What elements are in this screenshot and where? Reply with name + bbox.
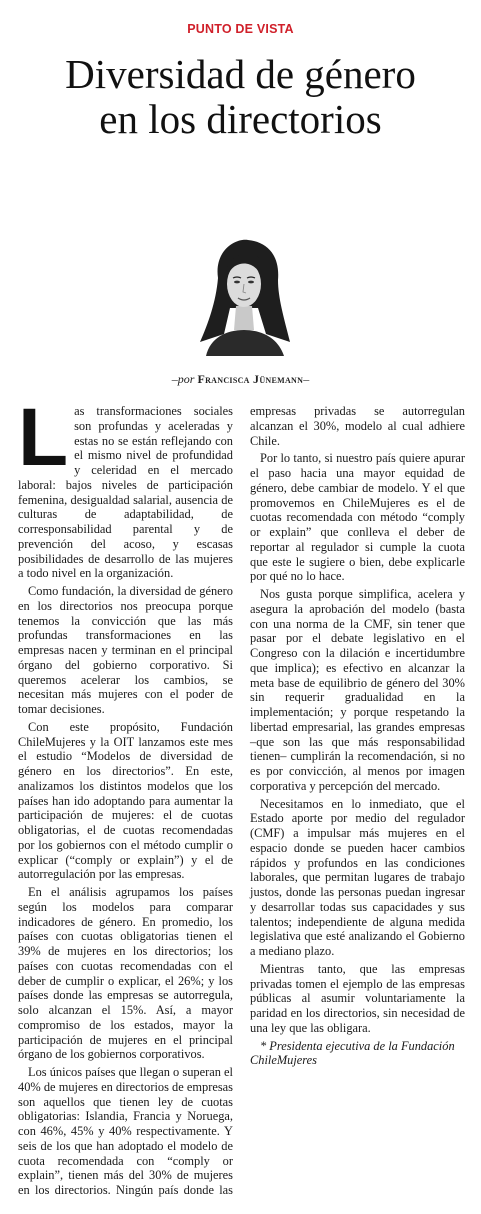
article-paragraph-5: Los únicos países que llegan o superan el 40% de mujeres en directorios de empresas son aquellos que tienen ley de cuotas obligatorias: Islandia, Francia y Noruega, con 46%, 45% y 40% respectivamente. Y seis de los que han adoptado el modelo de cuota recomendada con “comply or explain”, tienen más del 30% de mujeres en los directorios. Ningún país donde las empresas privadas se autorregulan alcanzan el 30%, modelo al cual adhiere Chile. xyxy=(18,404,465,1197)
headline-line-1: Diversidad de género xyxy=(65,51,416,97)
article-paragraph-7: Nos gusta porque simplifica, acelera y asegura la aprobación del modelo (basta con una norma de la CMF, sin tener que pasar por el debate legislativo en el Congreso con la dilación e incertidumbre que implica); es efectivo en alcanzar la meta base de equilibrio de género del 30% sin requerir gradualidad en la implementación; y porque respetando la libertad empresarial, las grandes empresas –que son las que más responsabilidad tienen– cumplirán la recomendación, si no es por convicción, al menos por imagen corporativa y percepción del mercado. xyxy=(250,587,465,793)
byline-prefix: –por xyxy=(171,372,195,386)
author-footnote: * Presidenta ejecutiva de la Fundación ChileMujeres xyxy=(250,1038,455,1068)
article-paragraph-3: Con este propósito, Fundación ChileMujeres y la OIT lanzamos este mes el estudio “Modelos de diversidad de género en los directorios”. En este, analizamos los distintos modelos que los países han ido adoptando para aumentar la participación de mujeres: el de cuotas obligatorias, el de cuotas recomendadas por los gobiernos con el método cumplir o explicar (“comply or explain”) y el de autorregulación por las empresas. xyxy=(18,719,233,882)
section-label: PUNTO DE VISTA xyxy=(187,22,294,36)
headline-line-2: en los directorios xyxy=(99,96,382,142)
byline xyxy=(0,372,481,387)
article-paragraph-1 xyxy=(18,392,233,581)
article-paragraph-1-text: as transformaciones sociales son profundas y aceleradas y estas no se están reflejando con el mismo nivel de profundidad y celeridad en el mercado laboral: bajos niveles de participación femenina, desigualdad salarial, ausencia de culturas de adaptabilidad, de corresponsabilidad parental y de prevención del acoso, y escasas posibilidades de desarrollo de las mujeres a todo nivel en la organización. xyxy=(18,404,233,581)
byline-author: Francisca Jünemann xyxy=(197,372,304,386)
article-paragraph-4: En el análisis agrupamos los países según los modelos para comparar indicadores de género. En promedio, los países con cuotas obligatorias tienen el 39% de mujeres en los directorios; los países con cuotas recomendadas con el deber de cumplir o explicar, el 26%; y los países donde las empresas se autorregula, solo alcanzan el 15%. Así, a mayor compromiso de los estados, mayor la participación de mujeres en el principal órgano de los gobiernos corporativos. xyxy=(18,885,233,1062)
article-paragraph-8: Necesitamos en lo inmediato, que el Estado aporte por medio del regulador (CMF) a impulsar más mujeres en el espacio donde se pueden hacer cambios rápidos y profundos en las condiciones laborales, que permitan lugares de trabajo justos, donde las personas puedan ingresar y desarrollar todas sus capacidades y sus talentos; independiente de alguna medida legislativa que esté analizando el Gobierno a mediano plazo. xyxy=(250,796,465,958)
headline xyxy=(0,52,481,142)
article-paragraph-9: Mientras tanto, que las empresas privadas tomen el ejemplo de las empresas públicas al asumir voluntariamente la paridad en los directorios, sin necesidad de una ley que las obligara. xyxy=(250,961,465,1035)
byline-suffix: – xyxy=(303,372,310,386)
author-portrait xyxy=(196,238,292,356)
drop-cap: L xyxy=(18,392,69,483)
article-paragraph-6: Por lo tanto, si nuestro país quiere apurar el paso hacia una mayor equidad de género, debe cambiar de modelo. Y el que promovemos en ChileMujeres es el de cuotas recomendada con método “comply or explain” que conlleva el deber de reportar al regulador si cumple la cuota que este le sugiere o bien, debe explicarle por qué no lo hace. xyxy=(250,451,465,584)
article-body xyxy=(18,392,465,1204)
article-paragraph-2: Como fundación, la diversidad de género en los directorios nos preocupa porque tenemos la convicción que las más profundas transformaciones en las empresas nacen y terminan en el principal órgano del gobierno corporativo. Si queremos acelerar los cambios, se necesitan más mujeres con el poder de tomar decisiones. xyxy=(18,584,233,716)
